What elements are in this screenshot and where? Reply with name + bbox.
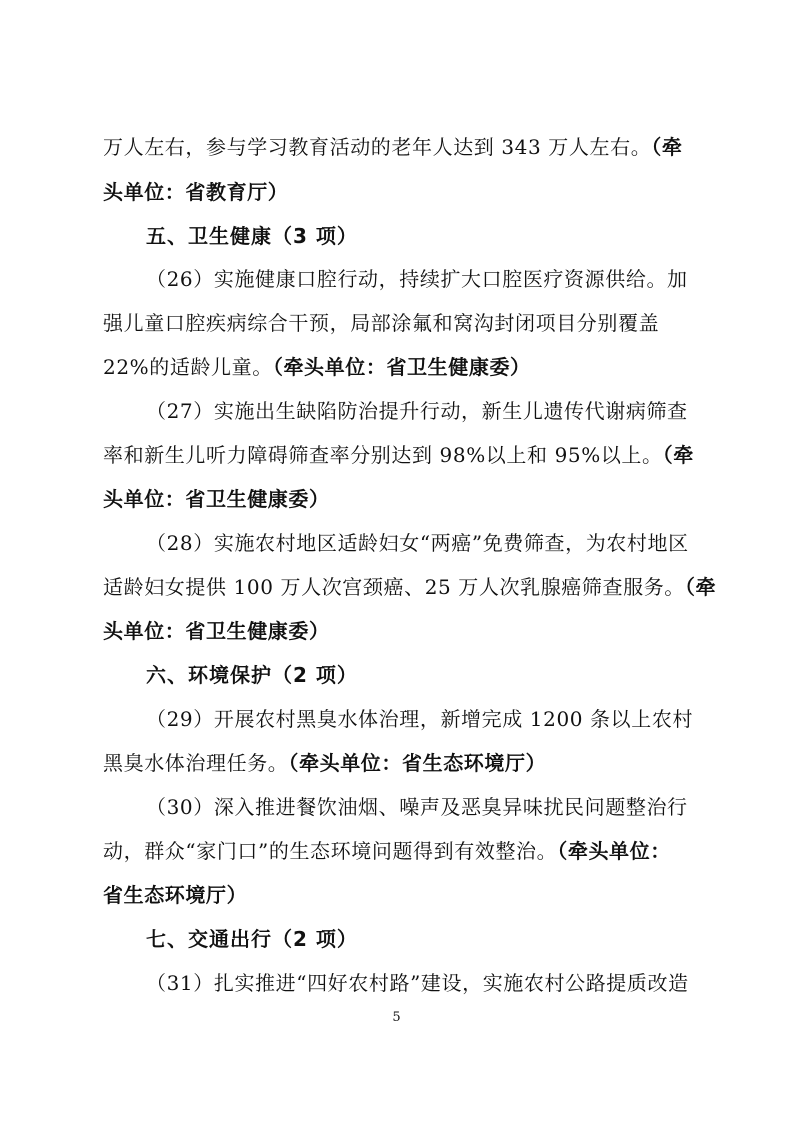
lead-unit-text: （牵头单位：省生态环境厅） — [288, 751, 547, 775]
paragraph-line: （31）扎实推进“四好农村路”建设，实施农村公路提质改造 — [146, 971, 689, 995]
body-text: 率和新生儿听力障碍筛查率分别达到 98%以上和 95%以上。 — [103, 443, 663, 467]
lead-unit-text: （牵头单位： — [557, 839, 671, 863]
lead-unit-text: 头单位：省教育厅） — [103, 180, 289, 204]
paragraph-line — [103, 616, 693, 646]
paragraph-line — [103, 132, 693, 162]
paragraph-line: （29）开展农村黑臭水体治理，新增完成 1200 条以上农村 — [146, 707, 694, 731]
body-text: 黑臭水体治理任务。 — [103, 751, 289, 775]
paragraph-line: （28）实施农村地区适龄妇女“两癌”免费筛查，为农村地区 — [146, 531, 689, 555]
page-number: 5 — [392, 1010, 401, 1025]
paragraph-line: （30）深入推进餐饮油烟、噪声及恶臭异味扰民问题整治行 — [146, 795, 688, 819]
paragraph-line: （26）实施健康口腔行动，持续扩大口腔医疗资源供给。加 — [146, 267, 688, 291]
lead-unit-text: （牵 — [684, 575, 717, 599]
lead-unit-text: 头单位：省卫生健康委） — [103, 487, 330, 511]
section-heading-7: 七、交通出行（2 项） — [146, 927, 358, 951]
lead-unit-text: 省生态环境厅） — [103, 883, 248, 907]
lead-unit-text: 头单位：省卫生健康委） — [103, 619, 330, 643]
paragraph-line — [103, 352, 693, 382]
paragraph-line — [103, 484, 693, 514]
paragraph-line — [103, 880, 693, 910]
section-heading-6: 六、环境保护（2 项） — [146, 663, 358, 687]
paragraph-line — [103, 748, 693, 778]
paragraph-line: 强儿童口腔疾病综合干预，局部涂氟和窝沟封闭项目分别覆盖 — [103, 311, 660, 335]
lead-unit-text: （牵 — [662, 443, 694, 467]
paragraph-line — [103, 836, 693, 866]
lead-unit-text: （牵头单位：省卫生健康委） — [272, 355, 531, 379]
paragraph-line — [103, 177, 693, 207]
lead-unit-text: （牵 — [651, 135, 683, 159]
body-text: 万人左右，参与学习教育活动的老年人达到 343 万人左右。 — [103, 135, 652, 159]
body-text: 适龄妇女提供 100 万人次宫颈癌、25 万人次乳腺癌筛查服务。 — [103, 575, 685, 599]
section-heading-5: 五、卫生健康（3 项） — [146, 224, 358, 248]
body-text: 22%的适龄儿童。 — [103, 355, 273, 379]
paragraph-line — [103, 572, 717, 602]
body-text: 动，群众“家门口”的生态环境问题得到有效整治。 — [103, 839, 558, 863]
paragraph-line: （27）实施出生缺陷防治提升行动，新生儿遗传代谢病筛查 — [146, 399, 688, 423]
paragraph-line — [103, 440, 693, 470]
